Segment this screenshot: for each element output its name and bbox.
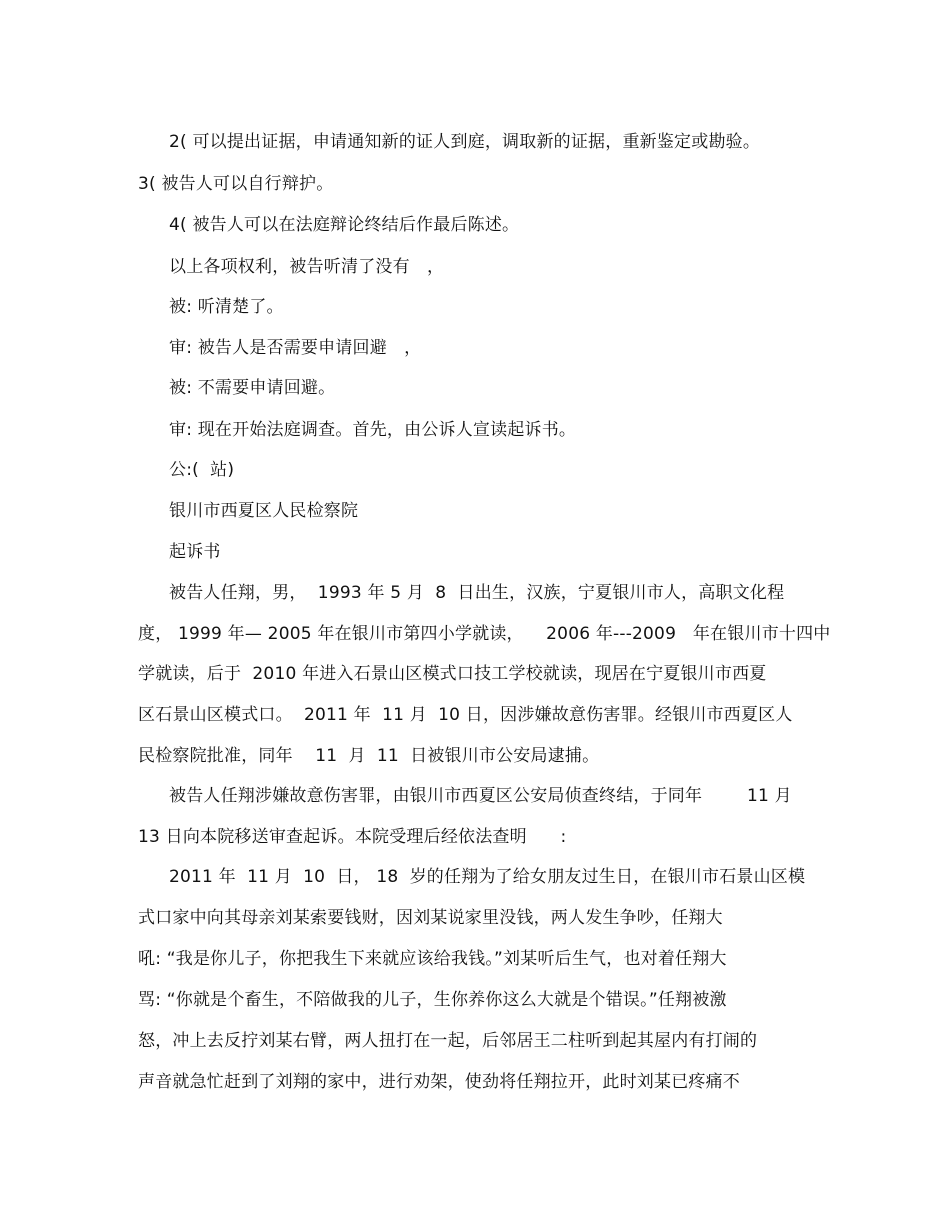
- text-line: 声音就急忙赶到了刘翔的家中，进行劝架，使劲将任翔拉开，此时刘某已疼痛不: [138, 1072, 740, 1092]
- text-line: 审: 现在开始法庭调查。首先，由公诉人宣读起诉书。: [169, 420, 577, 440]
- text-line: 区石景山区模式口。 2011 年 11 月 10 日，因涉嫌故意伤害罪。经银川市西夏区人: [138, 705, 793, 725]
- text-line: 2011 年 11 月 10 日， 18 岁的任翔为了给女朋友过生日，在银川市石景山区模: [169, 867, 806, 887]
- text-line: 13 日向本院移送审查起诉。本院受理后经依法查明 :: [138, 827, 567, 847]
- text-line: 被告人任翔，男， 1993 年 5 月 8 日出生，汉族，宁夏银川市人，高职文化程: [169, 583, 785, 603]
- text-line: 民检察院批准，同年 11 月 11 日被银川市公安局逮捕。: [138, 746, 600, 766]
- text-line: 骂: “你就是个畜生，不陪做我的儿子，生你养你这么大就是个错误。”任翔被激: [138, 990, 727, 1010]
- text-line: 式口家中向其母亲刘某索要钱财，因刘某说家里没钱，两人发生争吵，任翔大: [138, 908, 723, 928]
- text-line: 被告人任翔涉嫌故意伤害罪，由银川市西夏区公安局侦查终结，于同年 11 月: [169, 786, 792, 806]
- text-line: 3( 被告人可以自行辩护。: [138, 174, 334, 194]
- text-line: 度， 1999 年— 2005 年在银川市第四小学就读， 2006 年---2009 年在银川市十四中: [138, 624, 831, 644]
- text-line: 以上各项权利，被告听清了没有 ，: [169, 257, 445, 277]
- text-line: 审: 被告人是否需要申请回避 ，: [169, 338, 422, 358]
- text-line: 银川市西夏区人民检察院: [169, 501, 359, 521]
- text-line: 4( 被告人可以在法庭辩论终结后作最后陈述。: [169, 215, 520, 235]
- text-line: 被: 听清楚了。: [169, 297, 284, 317]
- text-line: 公:( 站): [169, 460, 235, 480]
- text-line: 起诉书: [169, 542, 221, 562]
- text-line: 怒，冲上去反拧刘某右臂，两人扭打在一起，后邻居王二柱听到起其屋内有打闹的: [138, 1031, 758, 1051]
- text-line: 吼: “我是你儿子，你把我生下来就应该给我钱。”刘某听后生气，也对着任翔大: [138, 949, 727, 969]
- text-line: 被: 不需要申请回避。: [169, 378, 336, 398]
- text-line: 学就读，后于 2010 年进入石景山区模式口技工学校就读，现居在宁夏银川市西夏: [138, 664, 767, 684]
- text-line: 2( 可以提出证据，申请通知新的证人到庭，调取新的证据，重新鉴定或勘验。: [169, 132, 761, 152]
